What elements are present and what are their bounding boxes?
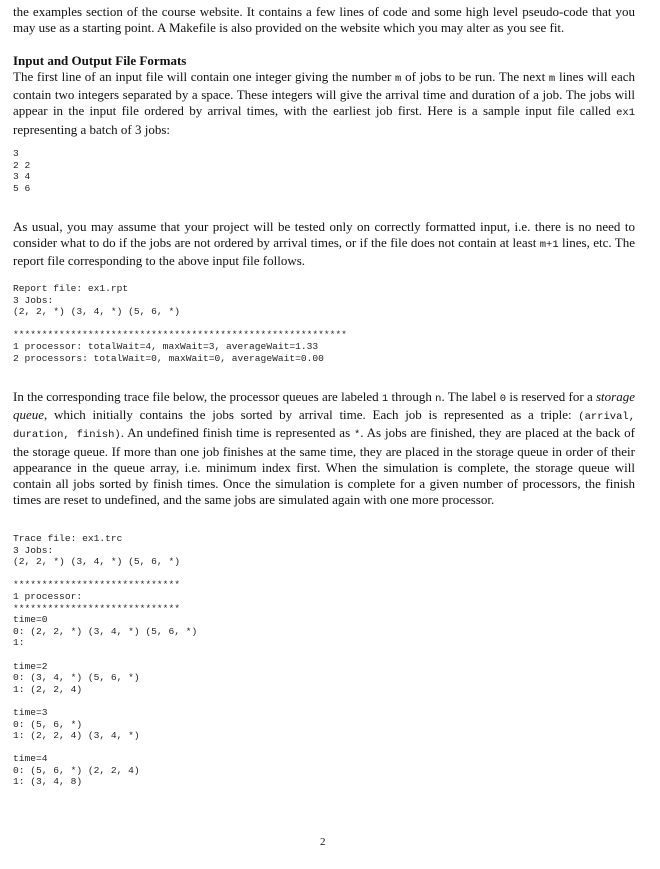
code-line: time=2 xyxy=(13,660,48,672)
code-line: 1: (3, 4, 8) xyxy=(13,776,83,788)
trace-text: . The label xyxy=(441,389,500,404)
code-line: 3 Jobs: xyxy=(13,294,54,306)
code-line: 0: (2, 2, *) (3, 4, *) (5, 6, *) xyxy=(13,625,198,637)
formats-text: The first line of an input file will contain one integer giving the number xyxy=(13,69,396,84)
trace-text: is reserved for a xyxy=(506,389,596,404)
code-line: Trace file: ex1.trc xyxy=(13,533,123,544)
code-line: 5 6 xyxy=(13,182,31,194)
code-line: ********************************************************** xyxy=(13,329,347,341)
var-m: m xyxy=(548,73,556,85)
formats-text: representing a batch of 3 jobs: xyxy=(13,121,171,137)
trace-text: . An undefined finish time is represented as xyxy=(120,425,354,441)
code-line: 1: (2, 2, 4) xyxy=(13,683,83,695)
filename-ex1: ex1 xyxy=(616,107,635,120)
storage-queue-term: storage queue xyxy=(13,389,635,423)
formats-paragraph xyxy=(13,69,635,138)
code-line: 0: (5, 6, *) (2, 2, 4) xyxy=(13,764,140,776)
code-line: 0: (3, 4, *) (5, 6, *) xyxy=(13,672,140,684)
code-line: 1 processor: totalWait=4, maxWait=3, averageWait=1.33 xyxy=(13,340,319,352)
code-line: time=3 xyxy=(13,706,48,718)
code-line: 3 xyxy=(13,148,19,159)
page-number: 2 xyxy=(320,836,326,848)
var-m: m xyxy=(395,73,402,85)
var-m-plus-1: m+1 xyxy=(539,239,559,252)
trace-file-block xyxy=(13,533,197,788)
formats-text: of jobs to be run. The next xyxy=(401,69,549,84)
code-line: 0: (5, 6, *) xyxy=(13,718,83,730)
code-line: 1: (2, 2, 4) (3, 4, *) xyxy=(13,730,140,742)
code-line: Report file: ex1.rpt xyxy=(13,283,129,294)
undefined-symbol: * xyxy=(353,429,361,442)
intro-text: the examples section of the course website. It contains a few lines of code and some high level pseudo-code that you may use as a starting point. A Makefile is also provided on the website which you may alter as you see fit. xyxy=(13,4,635,36)
code-line: (2, 2, *) (3, 4, *) (5, 6, *) xyxy=(13,556,180,568)
code-line: ***************************** xyxy=(13,579,180,591)
code-line: time=0 xyxy=(13,614,48,626)
trace-text: In the corresponding trace file below, the processor queues are labeled xyxy=(13,389,382,404)
label-1: 1 xyxy=(381,393,389,405)
trace-text: through xyxy=(388,389,436,404)
sample-input-block xyxy=(13,148,30,194)
usual-text: As usual, you may assume that your project will be tested only on correctly formatted input, i.e. there is no need to consider what to do if the jobs are not ordered by arrival times, or if the file does not contain at least xyxy=(13,219,635,251)
formats-text: lines will each contain two integers separated by a space. These integers will give the arrival time and duration of a job. The jobs will appear in the input file ordered by arrival times, with the earliest job first. Here is a sample input file called xyxy=(13,69,635,119)
code-line: 2 2 xyxy=(13,159,31,171)
code-line: ***************************** xyxy=(13,602,180,614)
code-line: (2, 2, *) (3, 4, *) (5, 6, *) xyxy=(13,306,180,318)
trace-description-paragraph xyxy=(13,389,635,508)
code-line: 3 4 xyxy=(13,171,31,183)
trace-text: . As jobs are finished, they are placed at the back of the storage queue. If more than one job finishes at the same time, they are placed in the storage queue in order of their appearance in the queue array, i.e. minimum index first. When the simulation is complete, the storage queue will contain all jobs sorted by finish times. Once the simulation is complete for a given number of processors, the finish times are reset to undefined, and the same jobs are simulated again with one more processor. xyxy=(13,425,636,508)
usual-paragraph xyxy=(13,219,635,270)
code-line: 1 processor: xyxy=(13,590,83,602)
intro-paragraph xyxy=(13,4,635,36)
trace-text: , which initially contains the jobs sorted by arrival time. Each job is represented as a triple: xyxy=(44,407,579,423)
code-line: 1: xyxy=(13,637,25,649)
section-heading: Input and Output File Formats xyxy=(13,53,187,68)
label-n: n xyxy=(435,393,442,405)
label-0: 0 xyxy=(499,393,507,405)
report-file-block xyxy=(13,283,347,364)
code-line: time=4 xyxy=(13,753,48,765)
usual-text: lines, etc. The report file corresponding to the above input file follows. xyxy=(13,235,635,269)
code-line: 3 Jobs: xyxy=(13,544,54,556)
triple-format: (arrival, duration, finish) xyxy=(13,411,635,442)
code-line: 2 processors: totalWait=0, maxWait=0, averageWait=0.00 xyxy=(13,352,324,364)
